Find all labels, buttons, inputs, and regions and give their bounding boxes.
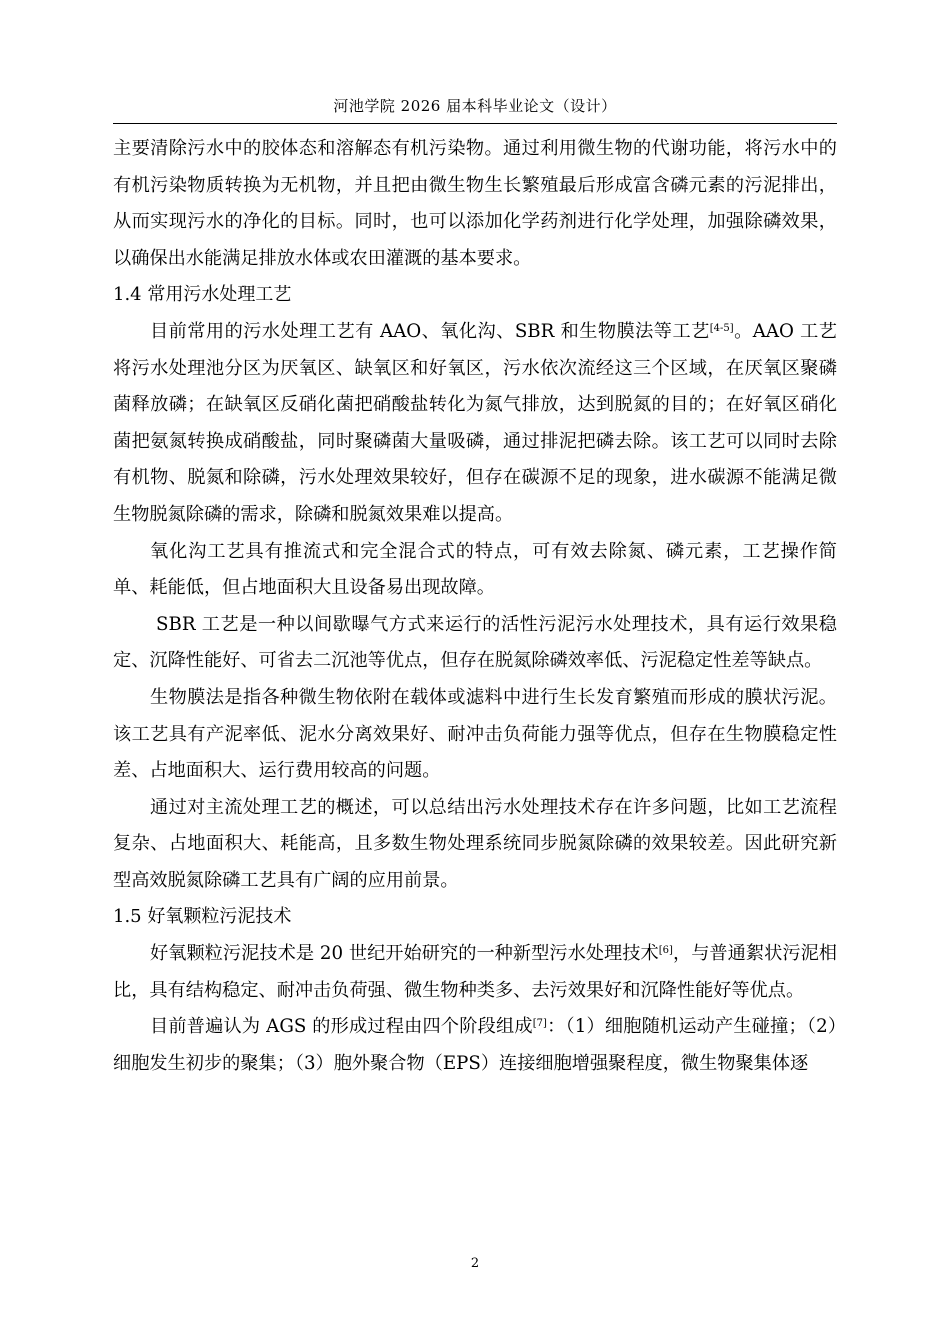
paragraph-intro: 主要清除污水中的胶体态和溶解态有机污染物。通过利用微生物的代谢功能，将污水中的有机污染物质转换为无机物，并且把由微生物生长繁殖最后形成富含磷元素的污泥排出，从而实现污水的净化的目标。同时，也可以添加化学药剂进行化学处理，加强除磷效果，以确保出水能满足排放水体或农田灌溉的基本要求。 bbox=[113, 138, 837, 269]
body-text bbox=[113, 131, 837, 1082]
section-heading-1-5: 1.5 好氧颗粒污泥技术 bbox=[113, 906, 292, 928]
paragraph-biofilm: 生物膜法是指各种微生物依附在载体或滤料中进行生长发育繁殖而形成的膜状污泥。该工艺具有产泥率低、泥水分离效果好、耐冲击负荷能力强等优点，但存在生物膜稳定性差、占地面积大、运行费用较高的问题。 bbox=[113, 686, 837, 782]
paragraph-ags-intro bbox=[113, 936, 837, 1009]
page-number: 2 bbox=[470, 1256, 480, 1271]
citation: [4-5] bbox=[709, 322, 734, 334]
paragraph-text: 目前普遍认为 AGS 的形成过程由四个阶段组成 bbox=[150, 1016, 533, 1038]
paragraph-oxidation-ditch: 氧化沟工艺具有推流式和完全混合式的特点，可有效去除氮、磷元素，工艺操作简单、耗能低，但占地面积大且设备易出现故障。 bbox=[113, 540, 837, 599]
paragraph-common-processes bbox=[113, 314, 837, 534]
paragraph-ags-stages bbox=[113, 1009, 837, 1082]
citation: [6] bbox=[658, 945, 673, 957]
paragraph-sbr: SBR 工艺是一种以间歇曝气方式来运行的活性污泥污水处理技术，具有运行效果稳定、沉降性能好、可省去二沉池等优点，但存在脱氮除磷效率低、污泥稳定性差等缺点。 bbox=[113, 613, 837, 672]
paragraph-text: 目前常用的污水处理工艺有 AAO、氧化沟、SBR 和生物膜法等工艺 bbox=[150, 320, 710, 342]
paragraph-text: ，与普通絮状污泥相比，具有结构稳定、耐冲击负荷强、微生物种类多、去污效果好和沉降性能好等优点。 bbox=[113, 943, 837, 1001]
header-rule bbox=[113, 123, 837, 124]
paragraph-text: 。AAO 工艺将污水处理池分区为厌氧区、缺氧区和好氧区，污水依次流经这三个区域，在厌氧区聚磷菌释放磷；在缺氧区反硝化菌把硝酸盐转化为氮气排放，达到脱氮的目的；在好氧区硝化菌把氨氮转换成硝酸盐，同时聚磷菌大量吸磷，通过排泥把磷去除。该工艺可以同时去除有机物、脱氮和除磷，污水处理效果较好，但存在碳源不足的现象，进水碳源不能满足微生物脱氮除磷的需求，除磷和脱氮效果难以提高。 bbox=[113, 320, 837, 525]
paragraph-text: ：（1）细胞随机运动产生碰撞；（2）细胞发生初步的聚集；（3）胞外聚合物（EPS）连接细胞增强聚程度，微生物聚集体逐 bbox=[113, 1016, 838, 1074]
running-header: 河池学院 2026 届本科毕业论文（设计） bbox=[333, 97, 617, 115]
paragraph-summary: 通过对主流处理工艺的概述，可以总结出污水处理技术存在许多问题，比如工艺流程复杂、占地面积大、耗能高，且多数生物处理系统同步脱氮除磷的效果较差。因此研究新型高效脱氮除磷工艺具有广阔的应用前景。 bbox=[113, 796, 837, 891]
paragraph-text: 好氧颗粒污泥技术是 20 世纪开始研究的一种新型污水处理技术 bbox=[150, 943, 659, 965]
section-heading-1-4: 1.4 常用污水处理工艺 bbox=[113, 284, 292, 306]
citation: [7] bbox=[532, 1018, 547, 1030]
